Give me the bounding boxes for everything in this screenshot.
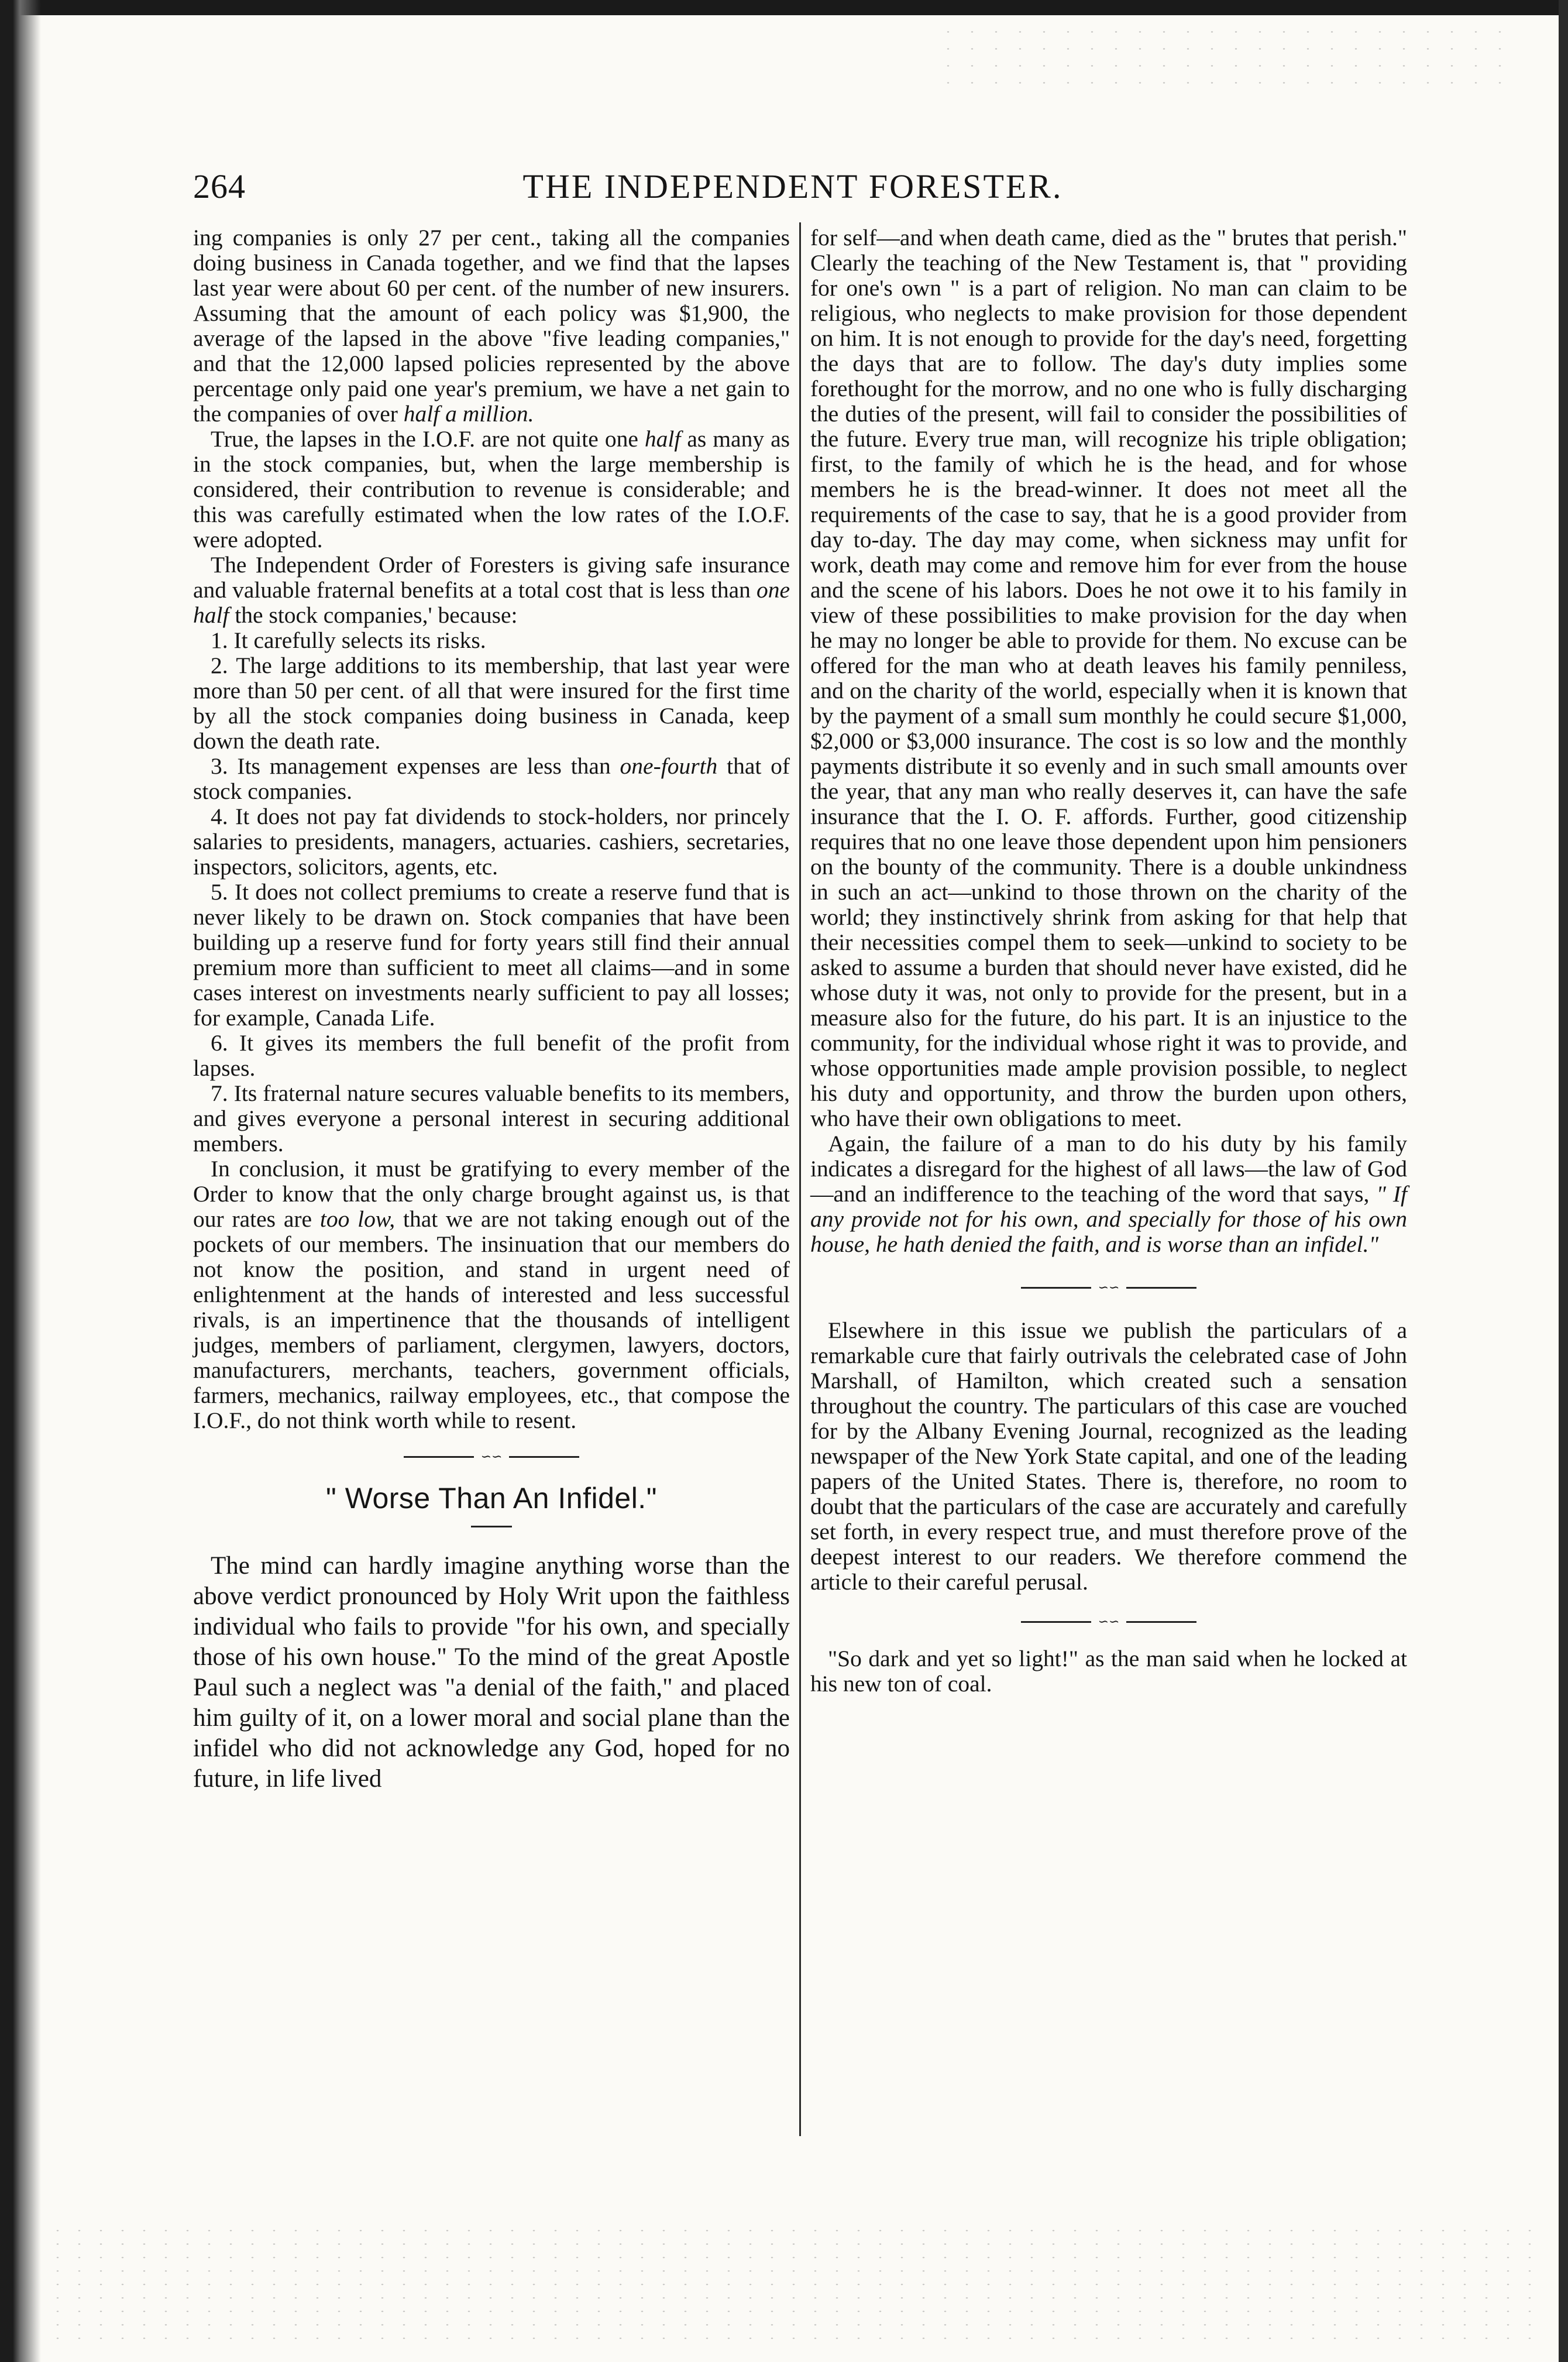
left-column xyxy=(193,225,790,1794)
scan-border-left xyxy=(0,0,41,2362)
divider-line xyxy=(404,1456,474,1458)
page-number: 264 xyxy=(193,167,246,205)
list-item-text: 3. Its management expenses are less than xyxy=(211,753,611,779)
reasons-list xyxy=(193,628,790,1156)
paragraph-elsewhere: Elsewhere in this issue we publish the particulars of a remarkable cure that fairly outrivals the celebrated case of John Marshall, of Hamilton, which created such a sensation throughout the country. The particulars of this case are vouched for by the Albany Evening Journal, recognized as the leading newspaper of the New York State capital, and one of the leading papers of the United States. There is, therefore, no room to doubt that the particulars of the case are accurately and carefully set forth, in every respect true, and must therefore prove of the deepest interest to our readers. We therefore commend the article to their careful perusal. xyxy=(810,1317,1407,1595)
section-divider xyxy=(1021,1615,1196,1629)
section-divider xyxy=(404,1450,579,1464)
list-item xyxy=(193,754,790,804)
divider-line xyxy=(1126,1287,1196,1289)
paragraph-order-intro xyxy=(193,552,790,628)
emphasis-text: half a million. xyxy=(403,401,534,427)
list-item-text: that of stock companies. xyxy=(193,753,790,804)
divider-ornament: ∽∽ xyxy=(1098,1614,1120,1629)
paragraph-text: the stock companies,' because: xyxy=(235,602,518,628)
paragraph-text: The Independent Order of Foresters is giving safe insurance and valuable fraternal benefits at a total cost that is less than xyxy=(193,552,790,603)
paragraph-text: In conclusion, it must be gratifying to every member of the Order to know that the only charge brought against us, is that our rates are xyxy=(193,1156,790,1232)
headline-rule xyxy=(471,1526,512,1527)
divider-line xyxy=(509,1456,579,1458)
paragraph-again xyxy=(810,1131,1407,1257)
list-item: 7. Its fraternal nature secures valuable benefits to its members, and gives everyone a personal interest in securing additional members. xyxy=(193,1080,790,1156)
paragraph-text: that we are not taking enough out of the pockets of our members. The insinuation that our members do not know the position, and stand in urgent need of enlightenment at the hands of interested and less successful rivals, is an impertinence that the thousands of intelligent judges, members of parliament, clergymen, lawyers, doctors, manufacturers, merchants, teachers, government officials, farmers, mechanics, railway employees, etc., that compose the I.O.F., do not think worth while to resent. xyxy=(193,1206,790,1433)
right-column xyxy=(810,225,1407,1697)
scan-noise-bottom xyxy=(47,2224,1545,2341)
divider-line xyxy=(1021,1621,1091,1623)
list-item: 6. It gives its members the full benefit of the profit from lapses. xyxy=(193,1030,790,1081)
divider-line xyxy=(1126,1621,1196,1623)
paragraph-text: Again, the failure of a man to do his duty by his family indicates a disregard for the highest of all laws—the law of God—and an indifference to the teaching of the word that says, xyxy=(810,1131,1407,1207)
running-header xyxy=(193,167,1392,214)
emphasis-quote: " If any provide not for his own, and specially for those of his own house, he hath denied the faith, and is worse than an infidel." xyxy=(810,1181,1408,1257)
scan-border-right xyxy=(1559,0,1568,2362)
divider-ornament: ∽∽ xyxy=(480,1449,503,1464)
list-item: 1. It carefully selects its risks. xyxy=(211,627,486,653)
section-divider xyxy=(1021,1280,1196,1295)
emphasis-text: half xyxy=(644,426,681,452)
paragraph-joke: "So dark and yet so light!" as the man said when he locked at his new ton of coal. xyxy=(810,1646,1407,1697)
column-divider xyxy=(799,222,801,2136)
list-item: 4. It does not pay fat dividends to stock-holders, nor princely salaries to presidents, managers, actuaries. cashiers, secretaries, inspectors, solicitors, agents, etc. xyxy=(193,804,790,880)
emphasis-text: one half xyxy=(193,577,790,628)
paragraph-text: True, the lapses in the I.O.F. are not quite one xyxy=(211,426,638,452)
list-item: 5. It does not collect premiums to create a reserve fund that is never likely to be drawn on. Stock companies that have been building up a reserve fund for forty years still find their annual premium more than sufficient to meet all claims—and in some cases interest on investments nearly sufficient to pay all losses; for example, Canada Life. xyxy=(193,879,790,1031)
article-headline: " Worse Than An Infidel." xyxy=(326,1482,657,1515)
emphasis-text: too low, xyxy=(319,1206,396,1232)
paragraph-lapses xyxy=(193,225,790,427)
article-paragraph: The mind can hardly imagine anything worse than the above verdict pronounced by Holy Writ upon the faithless individual who fails to provide "for his own, and specially those of his own house." To the mind of the great Apostle Paul such a neglect was "a denial of the faith," and placed him guilty of it, on a lower moral and social plane than the infidel who did not acknowledge any God, hoped for no future, in life lived xyxy=(193,1552,790,1793)
divider-ornament: ∽∽ xyxy=(1098,1280,1120,1295)
paragraph-continuation: for self—and when death came, died as the " brutes that perish." Clearly the teaching of the New Testament is, that " providing for one's own " is a part of religion. No man can claim to be religious, who neglects to make provision for those dependent on him. It is not enough to provide for the day's need, forgetting the days that are to follow. The day's duty implies some forethought for the morrow, and no one who is fully discharging the duties of the present, will fail to consider the possibilities of the future. Every true man, will recognize his triple obligation; first, to the family of which he is the head, and for whose members he is the bread-winner. It does not meet all the requirements of the case to say, that he is a good provider from day to-day. The day may come, when sickness may unfit for work, death may come and remove him for ever from the house and the scene of his labors. Does he not owe it to his family in view of these possibilities to make provision for the day when he may no longer be able to provide for them. No excuse can be offered for the man who at death leaves his family penniless, and on the charity of the world, especially when it is known that by the payment of a small sum monthly he could secure $1,000, $2,000 or $3,000 insurance. The cost is so low and the monthly payments distribute it so evenly and in such small amounts over the year, that any man who really deserves it, can have the safe insurance that the I. O. F. affords. Further, good citizenship requires that no one leave those dependent upon him pensioners on the bounty of the community. There is a double unkindness in such an act—unkind to those thrown on the charity of the world; they instinctively shrink from asking for that help that their necessities compel them to seek—unkind to society to be asked to assume a burden that should never have existed, did he whose duty it was, not only to provide for the present, but in a measure also for the future, do his part. It is an injustice to the community, for the individual whose right it was to provide, and whose opportunities made ample provision possible, to neglect his duty and opportunity, and throw the burden upon others, who have their own obligations to meet. xyxy=(810,225,1407,1131)
list-item: 2. The large additions to its membership, that last year were more than 50 per cent. of all that were insured for the first time by all the stock companies doing business in Canada, keep down the death rate. xyxy=(193,653,790,754)
paragraph-iof-lapses xyxy=(193,427,790,552)
paragraph-conclusion xyxy=(193,1156,790,1433)
paragraph-text: ing companies is only 27 per cent., taking all the companies doing business in Canada together, and we find that the lapses last year were about 60 per cent. of the number of new insurers. Assuming that the amount of each policy was $1,900, the average of the lapsed in the above "five leading companies," and that the 12,000 lapsed policies represented by the above percentage only paid one year's premium, we have a net gain to the companies of over xyxy=(193,225,790,427)
paragraph-text: as many as in the stock companies, but, when the large membership is considered, their contribution to revenue is considerable; and this was carefully estimated when the low rates of the I.O.F. were adopted. xyxy=(193,426,790,552)
publication-title: THE INDEPENDENT FORESTER. xyxy=(522,167,1063,205)
scan-border-top xyxy=(0,0,1568,15)
scan-noise-top xyxy=(936,23,1521,94)
divider-line xyxy=(1021,1287,1091,1289)
emphasis-text: one-fourth xyxy=(620,753,718,779)
